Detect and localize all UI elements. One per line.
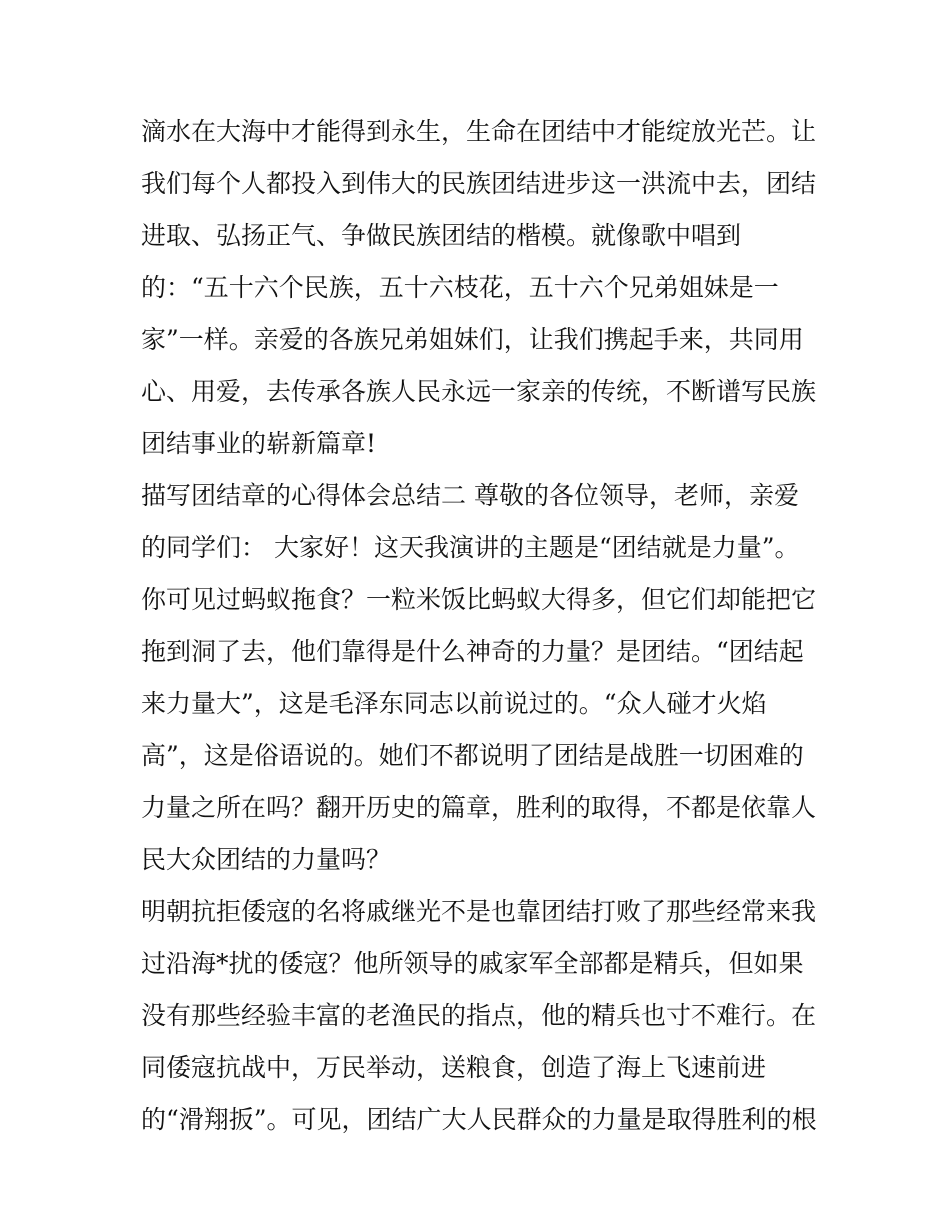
- body-text: [141, 106, 821, 1146]
- text-line: 家”一样。亲爱的各族兄弟姐妹们，让我们携起手来，共同用: [141, 325, 804, 354]
- text-line: 力量之所在吗？翻开历史的篇章，胜利的取得，不都是依靠人: [141, 793, 817, 822]
- text-line: 的“滑翔扳”。可见，团结广大人民群众的力量是取得胜利的根: [141, 1105, 817, 1134]
- text-line: 心、用爱，去传承各族人民永远一家亲的传统，不断谱写民族: [141, 377, 817, 406]
- text-line: 的：“五十六个民族，五十六枝花，五十六个兄弟姐妹是一: [141, 273, 779, 302]
- text-line: 进取、弘扬正气、争做民族团结的楷模。就像歌中唱到: [141, 221, 742, 250]
- text-line: 同倭寇抗战中，万民举动，送粮食，创造了海上飞速前进: [141, 1053, 767, 1082]
- text-line: 民大众团结的力量吗？: [141, 845, 392, 874]
- text-line: 我们每个人都投入到伟大的民族团结进步这一洪流中去，团结: [141, 169, 817, 198]
- text-line: 团结事业的崭新篇章!: [141, 429, 377, 458]
- text-line: 你可见过蚂蚁拖食？一粒米饭比蚂蚁大得多，但它们却能把它: [141, 585, 817, 614]
- text-line: 的同学们： 大家好！这天我演讲的主题是“团结就是力量”。: [141, 533, 800, 562]
- text-line: 拖到洞了去，他们靠得是什么神奇的力量？是团结。“团结起: [141, 637, 804, 666]
- text-line: 过沿海*扰的倭寇？他所领导的戚家军全部都是精兵，但如果: [141, 949, 804, 978]
- text-line: 没有那些经验丰富的老渔民的指点，他的精兵也寸不难行。在: [141, 1001, 817, 1030]
- section-heading-line: 描写团结章的心得体会总结二 尊敬的各位领导，老师，亲爱: [141, 481, 799, 510]
- text-line: 滴水在大海中才能得到永生，生命在团结中才能绽放光芒。让: [141, 117, 817, 146]
- text-line: 高”，这是俗语说的。她们不都说明了团结是战胜一切困难的: [141, 741, 804, 770]
- text-line: 来力量大”，这是毛泽东同志以前说过的。“众人碰才火焰: [141, 689, 767, 718]
- text-line: 明朝抗拒倭寇的名将戚继光不是也靠团结打败了那些经常来我: [141, 897, 817, 926]
